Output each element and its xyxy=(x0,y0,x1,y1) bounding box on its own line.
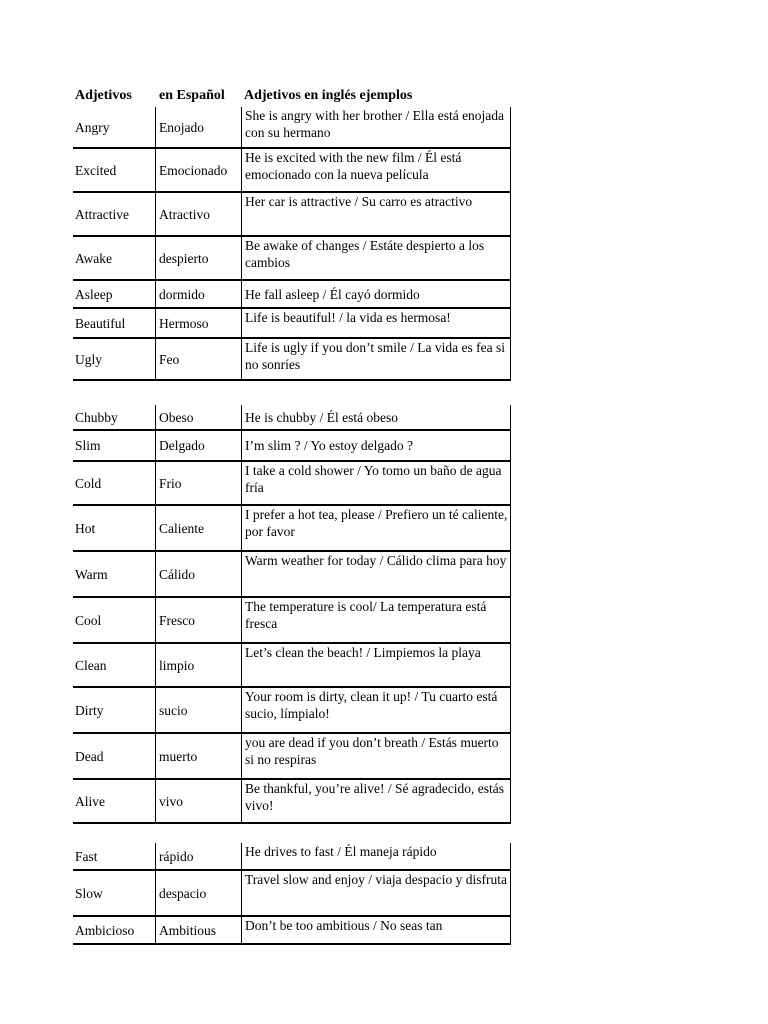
adjective-english: Angry xyxy=(73,107,155,149)
header-ejemplos: Adjetivos en inglés ejemplos xyxy=(244,88,413,103)
example-sentence: Let’s clean the beach! / Limpiemos la playa xyxy=(241,644,511,688)
example-sentence: Life is ugly if you don’t smile / La vida es fea si no sonríes xyxy=(241,339,511,381)
adjective-english: Slim xyxy=(73,431,155,462)
adjective-spanish: vivo xyxy=(155,780,241,824)
table-row xyxy=(73,552,511,598)
adjective-spanish: Cálido xyxy=(155,552,241,598)
example-sentence: He drives to fast / Él maneja rápido xyxy=(241,843,511,871)
example-sentence: you are dead if you don’t breath / Estás muerto si no respiras xyxy=(241,734,511,780)
example-sentence: I prefer a hot tea, please / Prefiero un té caliente, por favor xyxy=(241,506,511,552)
adjective-english: Ambicioso xyxy=(73,917,155,945)
adjective-spanish: Enojado xyxy=(155,107,241,149)
adjective-spanish: despacio xyxy=(155,871,241,917)
table-row xyxy=(73,339,511,381)
table-row xyxy=(73,644,511,688)
adjective-english: Attractive xyxy=(73,193,155,237)
adjective-english: Awake xyxy=(73,237,155,281)
adjective-english: Beautiful xyxy=(73,309,155,339)
example-sentence: She is angry with her brother / Ella está enojada con su hermano xyxy=(241,107,511,149)
adjective-english: Hot xyxy=(73,506,155,552)
table-row xyxy=(73,405,511,431)
adjective-spanish: Caliente xyxy=(155,506,241,552)
adjective-spanish: Fresco xyxy=(155,598,241,644)
example-sentence: Your room is dirty, clean it up! / Tu cuarto está sucio, límpialo! xyxy=(241,688,511,734)
example-sentence: The temperature is cool/ La temperatura está fresca xyxy=(241,598,511,644)
adjective-spanish: Obeso xyxy=(155,405,241,431)
adjective-english: Chubby xyxy=(73,405,155,431)
adjective-spanish: limpio xyxy=(155,644,241,688)
example-sentence: I take a cold shower / Yo tomo un baño de agua fría xyxy=(241,462,511,506)
adjective-english: Cool xyxy=(73,598,155,644)
adjective-english: Fast xyxy=(73,843,155,871)
table-row xyxy=(73,688,511,734)
example-sentence: Life is beautiful! / la vida es hermosa! xyxy=(241,309,511,339)
table-row xyxy=(73,281,511,309)
example-sentence: Be awake of changes / Estáte despierto a los cambios xyxy=(241,237,511,281)
adjective-spanish: sucio xyxy=(155,688,241,734)
adjective-spanish: dormido xyxy=(155,281,241,309)
table-row xyxy=(73,431,511,462)
adjective-english: Dirty xyxy=(73,688,155,734)
table-row xyxy=(73,598,511,644)
adjective-english: Slow xyxy=(73,871,155,917)
example-sentence: Her car is attractive / Su carro es atractivo xyxy=(241,193,511,237)
table-row xyxy=(73,917,511,945)
header-adjetivos: Adjetivos xyxy=(75,88,132,103)
example-sentence: Warm weather for today / Cálido clima para hoy xyxy=(241,552,511,598)
adjective-english: Dead xyxy=(73,734,155,780)
table-row xyxy=(73,149,511,193)
table-row xyxy=(73,734,511,780)
adjective-english: Alive xyxy=(73,780,155,824)
adjective-english: Excited xyxy=(73,149,155,193)
table-row xyxy=(73,107,511,149)
adjective-spanish: Delgado xyxy=(155,431,241,462)
table-row xyxy=(73,843,511,871)
example-sentence: Be thankful, you’re alive! / Sé agradecido, estás vivo! xyxy=(241,780,511,824)
adjective-spanish: Feo xyxy=(155,339,241,381)
adjective-spanish: Hermoso xyxy=(155,309,241,339)
adjective-spanish: Ambitious xyxy=(155,917,241,945)
example-sentence: He is excited with the new film / Él está emocionado con la nueva película xyxy=(241,149,511,193)
example-sentence: He fall asleep / Él cayó dormido xyxy=(241,281,511,309)
table-row xyxy=(73,871,511,917)
adjective-spanish: muerto xyxy=(155,734,241,780)
table-row xyxy=(73,506,511,552)
table-row xyxy=(73,309,511,339)
header-en-espanol: en Español xyxy=(159,88,225,103)
adjective-spanish: Emocionado xyxy=(155,149,241,193)
adjective-english: Asleep xyxy=(73,281,155,309)
adjective-english: Cold xyxy=(73,462,155,506)
adjective-english: Ugly xyxy=(73,339,155,381)
adjective-spanish: Frio xyxy=(155,462,241,506)
example-sentence: Travel slow and enjoy / viaja despacio y disfruta xyxy=(241,871,511,917)
adjective-spanish: Atractivo xyxy=(155,193,241,237)
table-row xyxy=(73,780,511,824)
adjective-spanish: despierto xyxy=(155,237,241,281)
adjective-english: Clean xyxy=(73,644,155,688)
table-row xyxy=(73,193,511,237)
example-sentence: I’m slim ? / Yo estoy delgado ? xyxy=(241,431,511,462)
table-row xyxy=(73,237,511,281)
adjective-english: Warm xyxy=(73,552,155,598)
example-sentence: He is chubby / Él está obeso xyxy=(241,405,511,431)
table-row xyxy=(73,462,511,506)
example-sentence: Don’t be too ambitious / No seas tan xyxy=(241,917,511,945)
adjective-spanish: rápido xyxy=(155,843,241,871)
